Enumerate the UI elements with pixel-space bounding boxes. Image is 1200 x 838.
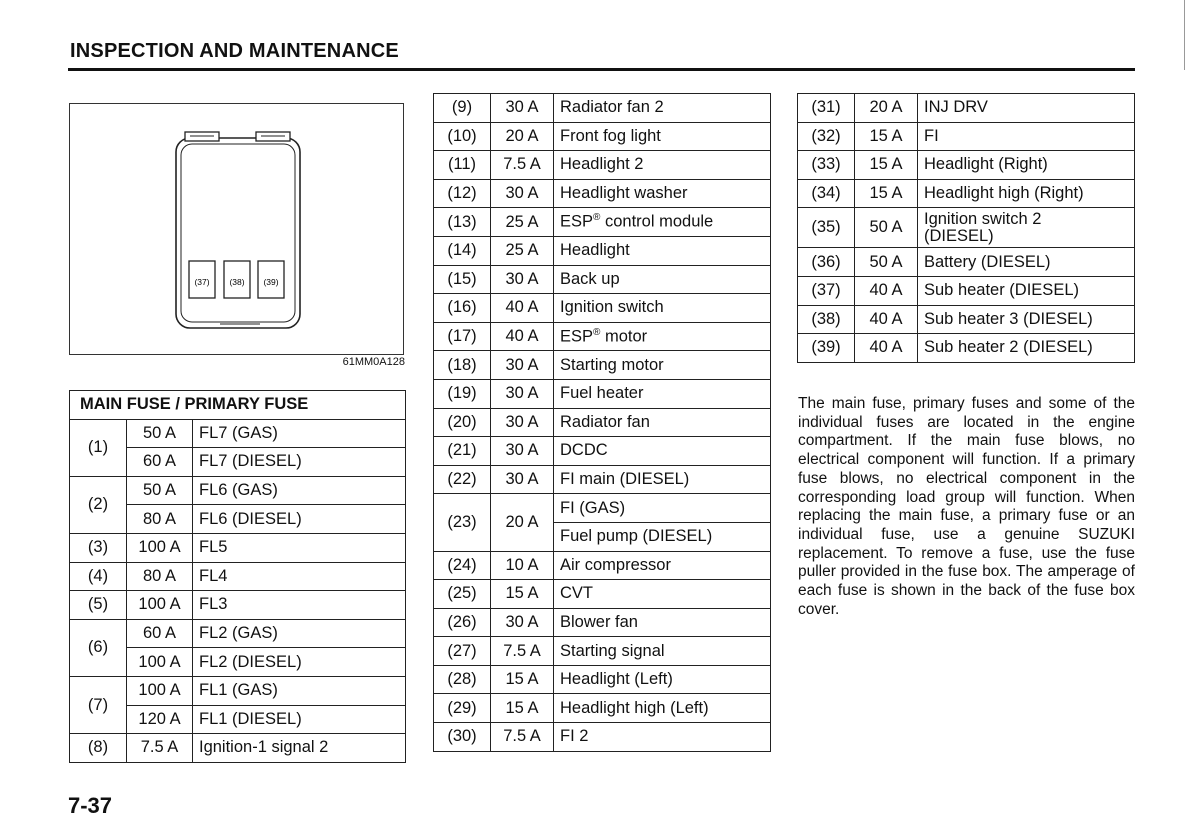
fuse-number: (15) — [434, 265, 491, 294]
fuse-number: (10) — [434, 122, 491, 151]
table-row — [434, 351, 771, 380]
fuse-circuit: Sub heater 3 (DIESEL) — [918, 305, 1135, 334]
fuse-number: (13) — [434, 208, 491, 237]
fuse-number: (21) — [434, 437, 491, 466]
fuse-amperage: 50 A — [127, 419, 193, 448]
fuse-amperage: 7.5 A — [491, 637, 554, 666]
fuse-circuit: DCDC — [554, 437, 771, 466]
registered-mark: ® — [593, 212, 601, 224]
fuse-amperage: 30 A — [491, 351, 554, 380]
fuse-box-illustration — [70, 104, 405, 356]
fuse-number: (9) — [434, 94, 491, 123]
fuse-amperage: 30 A — [491, 465, 554, 494]
right-fuse-table — [797, 93, 1135, 363]
table-row — [798, 151, 1135, 180]
table-row — [434, 294, 771, 323]
fuse-number: (36) — [798, 248, 855, 277]
fuse-circuit: FL3 — [193, 591, 406, 620]
fuse-number: (1) — [70, 419, 127, 476]
fuse-amperage: 100 A — [127, 648, 193, 677]
main-fuse-title: MAIN FUSE / PRIMARY FUSE — [70, 391, 406, 420]
page-edge-mark — [1184, 0, 1185, 70]
table-row — [434, 465, 771, 494]
fuse-amperage: 30 A — [491, 608, 554, 637]
table-row — [798, 122, 1135, 151]
fuse-circuit: FL5 — [193, 533, 406, 562]
fuse-circuit: FL7 (DIESEL) — [193, 448, 406, 477]
circuit-name-suffix: control module — [600, 212, 714, 231]
fuse-number: (39) — [798, 334, 855, 363]
fuse-circuit: FL6 (DIESEL) — [193, 505, 406, 534]
table-row — [70, 419, 406, 448]
fuse-number: (23) — [434, 494, 491, 551]
fuse-amperage: 15 A — [491, 665, 554, 694]
fuse-circuit: Fuel pump (DIESEL) — [554, 522, 771, 551]
fuse-number: (27) — [434, 637, 491, 666]
fuse-amperage: 15 A — [855, 122, 918, 151]
fuse-number: (22) — [434, 465, 491, 494]
fuse-amperage: 80 A — [127, 562, 193, 591]
fuse-amperage: 10 A — [491, 551, 554, 580]
table-row — [70, 591, 406, 620]
table-row — [434, 379, 771, 408]
fuse-number: (5) — [70, 591, 127, 620]
fuse-amperage: 100 A — [127, 676, 193, 705]
fuse-box-diagram — [69, 103, 404, 355]
fuse-amperage: 40 A — [855, 276, 918, 305]
header-divider — [68, 68, 1135, 71]
fuse-circuit: Headlight — [554, 236, 771, 265]
fuse-circuit: FL2 (DIESEL) — [193, 648, 406, 677]
fuse-amperage: 20 A — [491, 122, 554, 151]
fuse-number: (14) — [434, 236, 491, 265]
fuse-circuit: Ignition-1 signal 2 — [193, 734, 406, 763]
fuse-amperage: 30 A — [491, 179, 554, 208]
fuse-circuit: Headlight washer — [554, 179, 771, 208]
table-row — [798, 305, 1135, 334]
fuse-circuit: Blower fan — [554, 608, 771, 637]
fuse-circuit: FL1 (DIESEL) — [193, 705, 406, 734]
fuse-number: (20) — [434, 408, 491, 437]
fuse-number: (32) — [798, 122, 855, 151]
fuse-circuit: Starting motor — [554, 351, 771, 380]
fuse-amperage: 50 A — [127, 476, 193, 505]
table-row — [434, 208, 771, 237]
fuse-number: (34) — [798, 179, 855, 208]
table-row — [434, 608, 771, 637]
fuse-circuit: CVT — [554, 580, 771, 609]
fuse-amperage: 40 A — [491, 322, 554, 351]
fuse-number: (2) — [70, 476, 127, 533]
fuse-38-label: (38) — [229, 277, 245, 287]
fuse-circuit: Headlight 2 — [554, 151, 771, 180]
registered-mark: ® — [593, 326, 601, 338]
fuse-circuit: Fuel heater — [554, 379, 771, 408]
fuse-amperage: 20 A — [855, 94, 918, 123]
fuse-number: (25) — [434, 580, 491, 609]
fuse-number: (4) — [70, 562, 127, 591]
fuse-number: (24) — [434, 551, 491, 580]
fuse-number: (30) — [434, 723, 491, 752]
fuse-39-label: (39) — [263, 277, 279, 287]
section-title: INSPECTION AND MAINTENANCE — [70, 40, 399, 62]
main-fuse-table — [69, 390, 406, 763]
table-row — [70, 562, 406, 591]
table-row — [434, 408, 771, 437]
fuse-circuit: FL4 — [193, 562, 406, 591]
circuit-name: ESP — [560, 212, 594, 231]
table-row — [434, 494, 771, 523]
fuse-number: (11) — [434, 151, 491, 180]
fuse-amperage: 7.5 A — [491, 151, 554, 180]
fuse-amperage: 60 A — [127, 448, 193, 477]
fuse-amperage: 50 A — [855, 248, 918, 277]
table-row — [798, 208, 1135, 248]
fuse-circuit: Starting signal — [554, 637, 771, 666]
fuse-number: (19) — [434, 379, 491, 408]
table-row — [434, 637, 771, 666]
image-code: 61MM0A128 — [342, 356, 405, 368]
fuse-number: (28) — [434, 665, 491, 694]
fuse-circuit: Front fog light — [554, 122, 771, 151]
page-number: 7-37 — [68, 793, 113, 818]
fuse-circuit: Radiator fan — [554, 408, 771, 437]
fuse-number: (37) — [798, 276, 855, 305]
fuse-amperage: 15 A — [855, 179, 918, 208]
table-header-row — [70, 391, 406, 420]
table-row — [434, 694, 771, 723]
fuse-circuit: Sub heater (DIESEL) — [918, 276, 1135, 305]
fuse-amperage: 30 A — [491, 437, 554, 466]
fuse-amperage: 30 A — [491, 94, 554, 123]
fuse-number: (17) — [434, 322, 491, 351]
fuse-amperage: 40 A — [855, 334, 918, 363]
fuse-circuit: FI main (DIESEL) — [554, 465, 771, 494]
fuse-circuit: Ignition switch — [554, 294, 771, 323]
circuit-name: ESP — [560, 327, 594, 346]
fuse-number: (33) — [798, 151, 855, 180]
table-row — [798, 179, 1135, 208]
fuse-circuit: FI 2 — [554, 723, 771, 752]
table-row — [70, 476, 406, 505]
fuse-circuit: Air compressor — [554, 551, 771, 580]
fuse-number: (31) — [798, 94, 855, 123]
fuse-amperage: 25 A — [491, 208, 554, 237]
fuse-circuit: Battery (DIESEL) — [918, 248, 1135, 277]
fuse-amperage: 15 A — [855, 151, 918, 180]
fuse-amperage: 60 A — [127, 619, 193, 648]
table-row — [434, 179, 771, 208]
fuse-number: (26) — [434, 608, 491, 637]
fuse-number: (16) — [434, 294, 491, 323]
fuse-circuit — [554, 208, 771, 237]
table-row — [434, 265, 771, 294]
fuse-amperage: 7.5 A — [491, 723, 554, 752]
fuse-circuit: Radiator fan 2 — [554, 94, 771, 123]
fuse-amperage: 100 A — [127, 533, 193, 562]
fuse-circuit: INJ DRV — [918, 94, 1135, 123]
fuse-circuit — [918, 208, 1135, 248]
table-row — [434, 551, 771, 580]
fuse-amperage: 40 A — [855, 305, 918, 334]
table-row — [434, 94, 771, 123]
fuse-number: (6) — [70, 619, 127, 676]
fuse-amperage: 40 A — [491, 294, 554, 323]
fuse-circuit: Headlight (Right) — [918, 151, 1135, 180]
table-row — [434, 665, 771, 694]
fuse-number: (12) — [434, 179, 491, 208]
fuse-number: (38) — [798, 305, 855, 334]
fuse-circuit: Headlight high (Left) — [554, 694, 771, 723]
fuse-amperage: 15 A — [491, 694, 554, 723]
fuse-number: (35) — [798, 208, 855, 248]
fuse-amperage: 25 A — [491, 236, 554, 265]
table-row — [434, 322, 771, 351]
circuit-name-suffix: motor — [600, 327, 648, 346]
fuse-amperage: 120 A — [127, 705, 193, 734]
fuse-circuit: FL1 (GAS) — [193, 676, 406, 705]
fuse-circuit: Back up — [554, 265, 771, 294]
fuse-amperage: 80 A — [127, 505, 193, 534]
fuse-circuit: FL2 (GAS) — [193, 619, 406, 648]
fuse-amperage: 15 A — [491, 580, 554, 609]
table-row — [434, 236, 771, 265]
table-row — [70, 619, 406, 648]
fuse-circuit: FL6 (GAS) — [193, 476, 406, 505]
fuse-circuit: FL7 (GAS) — [193, 419, 406, 448]
table-row — [798, 276, 1135, 305]
fuse-circuit — [554, 322, 771, 351]
fuse-number: (8) — [70, 734, 127, 763]
fuse-description: The main fuse, primary fuses and some of the individual fuses are located in the engine compartment. If the main fuse blows, no electrical component will function. If a primary fuse blows, no electrical component in the corresponding load group will function. When replacing the main fuse, a primary fuse or an individual fuse, use a genuine SUZUKI replacement. To remove a fuse, use the fuse puller provided in the fuse box. The amperage of each fuse is shown in the back of the fuse box cover. — [798, 395, 1135, 618]
table-row — [434, 723, 771, 752]
fuse-circuit: FI (GAS) — [554, 494, 771, 523]
fuse-circuit: Headlight (Left) — [554, 665, 771, 694]
circuit-name-line2: (DIESEL) — [924, 226, 994, 245]
fuse-number: (3) — [70, 533, 127, 562]
fuse-amperage: 100 A — [127, 591, 193, 620]
table-row — [434, 122, 771, 151]
fuse-number: (18) — [434, 351, 491, 380]
table-row — [70, 533, 406, 562]
table-row — [434, 437, 771, 466]
circuit-name: Ignition switch 2 — [924, 209, 1042, 228]
fuse-number: (29) — [434, 694, 491, 723]
fuse-amperage: 7.5 A — [127, 734, 193, 763]
table-row — [798, 248, 1135, 277]
table-row — [434, 151, 771, 180]
fuse-amperage: 50 A — [855, 208, 918, 248]
fuse-number: (7) — [70, 676, 127, 733]
fuse-amperage: 30 A — [491, 265, 554, 294]
fuse-37-label: (37) — [194, 277, 210, 287]
table-row — [798, 334, 1135, 363]
fuse-circuit: Headlight high (Right) — [918, 179, 1135, 208]
table-row — [70, 734, 406, 763]
fuse-amperage: 30 A — [491, 408, 554, 437]
table-row — [70, 676, 406, 705]
fuse-circuit: Sub heater 2 (DIESEL) — [918, 334, 1135, 363]
fuse-circuit: FI — [918, 122, 1135, 151]
fuse-amperage: 20 A — [491, 494, 554, 551]
table-row — [798, 94, 1135, 123]
table-row — [434, 580, 771, 609]
fuse-amperage: 30 A — [491, 379, 554, 408]
middle-fuse-table — [433, 93, 771, 752]
